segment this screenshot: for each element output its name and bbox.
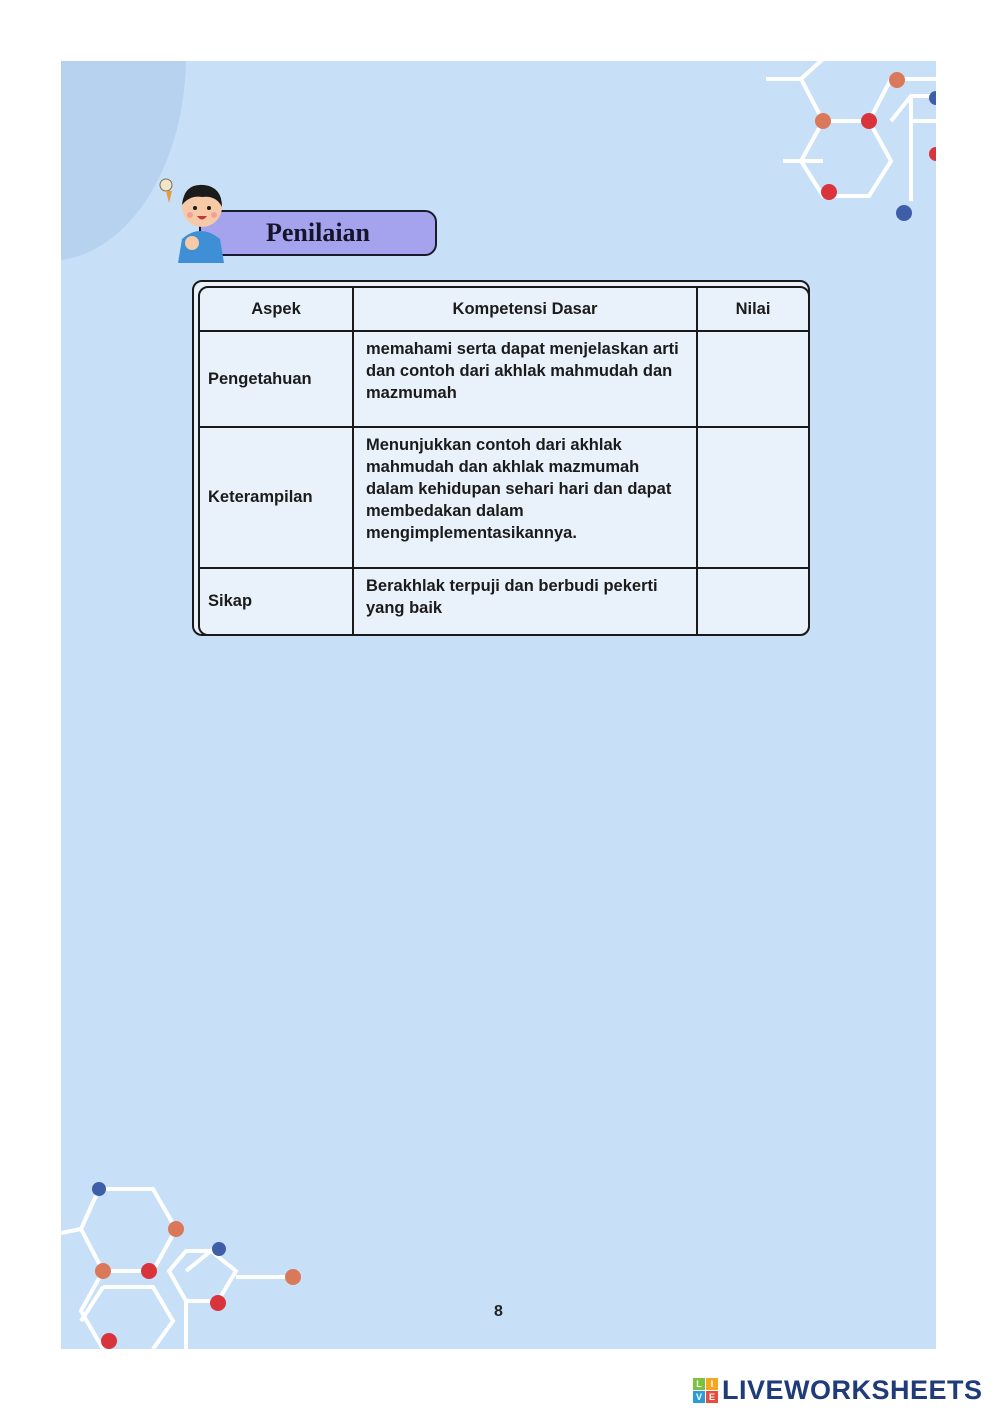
aspek-cell: Sikap	[200, 568, 353, 634]
mascot-illustration	[154, 173, 232, 263]
nilai-cell[interactable]	[697, 331, 808, 427]
table-row	[200, 331, 808, 427]
kompetensi-cell: Berakhlak terpuji dan berbudi pekerti yang baik	[353, 568, 697, 634]
aspek-cell: Pengetahuan	[200, 331, 353, 427]
nilai-cell[interactable]	[697, 427, 808, 568]
logo-letter: E	[706, 1391, 718, 1403]
logo-letter: L	[693, 1378, 705, 1390]
liveworksheets-logo	[693, 1378, 718, 1403]
title-banner	[199, 210, 437, 256]
column-header-nilai: Nilai	[697, 288, 808, 331]
assessment-table	[200, 288, 808, 634]
table-header-row	[200, 288, 808, 331]
table-row	[200, 568, 808, 634]
logo-letter: V	[693, 1391, 705, 1403]
assessment-table-inner	[198, 286, 810, 636]
page-title: Penilaian	[266, 218, 371, 247]
column-header-kompetensi: Kompetensi Dasar	[353, 288, 697, 331]
section-header	[154, 173, 454, 263]
worksheet-page	[61, 61, 936, 1349]
molecule-decoration-top	[761, 61, 936, 231]
kompetensi-cell: memahami serta dapat menjelaskan arti dan contoh dari akhlak mahmudah dan mazmumah	[353, 331, 697, 427]
aspek-cell: Keterampilan	[200, 427, 353, 568]
molecule-decoration-bottom	[61, 1171, 321, 1349]
logo-letter: I	[706, 1378, 718, 1390]
kompetensi-cell: Menunjukkan contoh dari akhlak mahmudah dan akhlak mazmumah dalam kehidupan sehari hari dan dapat membedakan dalam mengimplementasikannya.	[353, 427, 697, 568]
nilai-cell[interactable]	[697, 568, 808, 634]
page-number: 8	[494, 1303, 503, 1320]
assessment-table-frame	[192, 280, 810, 636]
liveworksheets-brand	[693, 1376, 983, 1404]
column-header-aspek: Aspek	[200, 288, 353, 331]
brand-name: LIVEWORKSHEETS	[722, 1374, 983, 1405]
table-row	[200, 427, 808, 568]
